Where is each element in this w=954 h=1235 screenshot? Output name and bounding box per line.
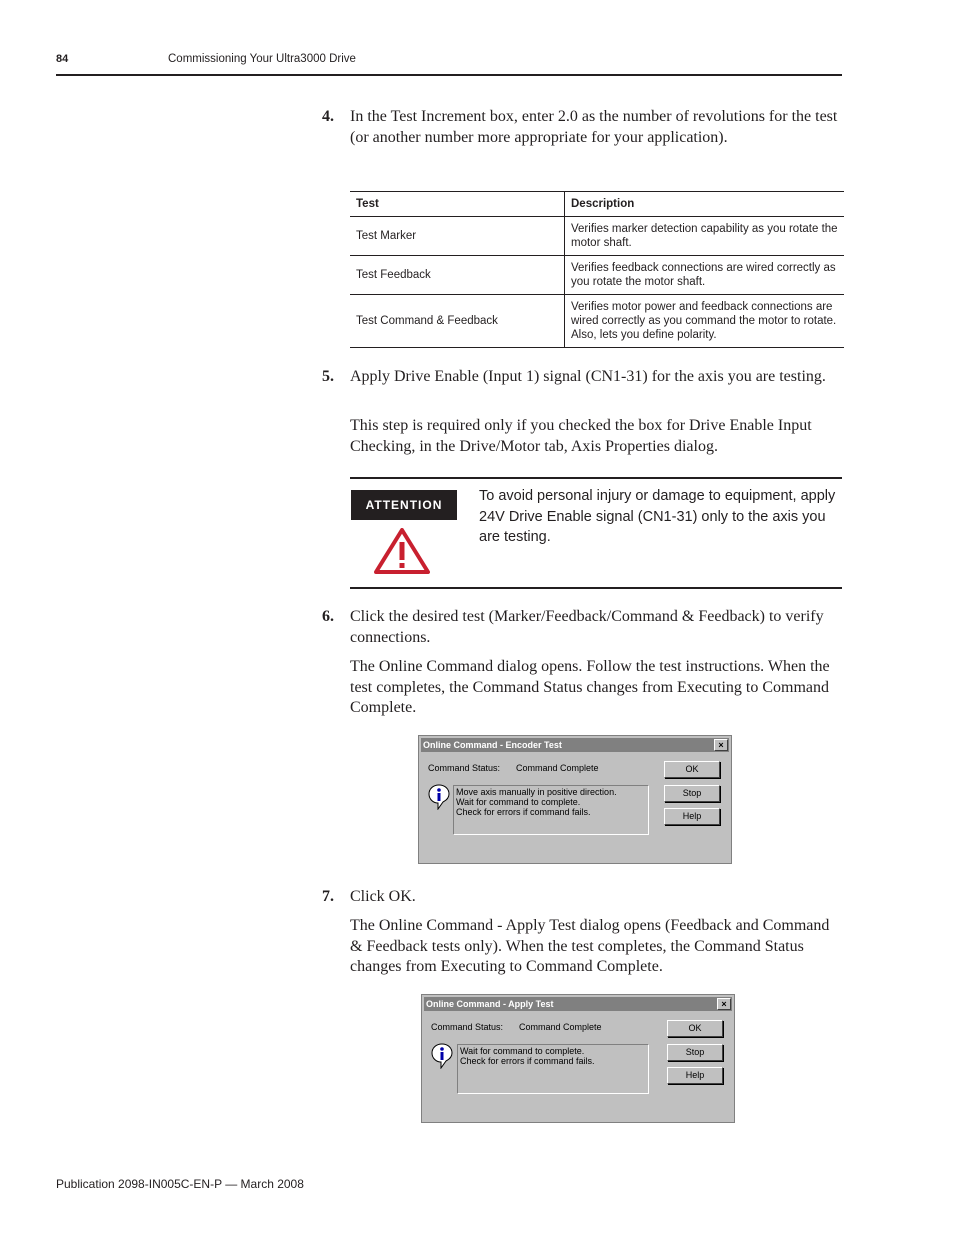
message-line: Move axis manually in positive direction.: [456, 787, 617, 797]
table-header-description: Description: [565, 192, 845, 217]
header-rule: [56, 74, 842, 76]
encoder-test-dialog: [418, 735, 732, 864]
message-line: Wait for command to complete.: [456, 797, 581, 807]
step-6-number: 6.: [322, 608, 334, 625]
apply-test-dialog: [421, 994, 735, 1123]
stop-button[interactable]: Stop: [664, 785, 720, 802]
dialog-title: Online Command - Apply Test: [426, 999, 554, 1009]
info-icon: [431, 1043, 453, 1069]
step-7-note: The Online Command - Apply Test dialog opens (Feedback and Command & Feedback tests only). When the test completes, the Command Status changes from Executing to Command Complete.: [350, 917, 830, 975]
table-header-row: [350, 192, 844, 217]
step-6-note: The Online Command dialog opens. Follow the test instructions. When the test completes, the Command Status changes from Executing to Command Complete.: [350, 658, 830, 716]
step-5-number: 5.: [322, 368, 334, 385]
step-4-number: 4.: [322, 108, 334, 125]
message-box: [453, 785, 649, 835]
attention-badge: ATTENTION: [351, 490, 457, 520]
dialog-title: Online Command - Encoder Test: [423, 740, 562, 750]
running-header-title: Commissioning Your Ultra3000 Drive: [168, 53, 356, 65]
info-icon: [428, 784, 450, 810]
table-row: [350, 256, 844, 295]
table-cell-description: Verifies marker detection capability as you rotate the motor shaft.: [565, 217, 845, 256]
table-row: [350, 295, 844, 348]
help-button[interactable]: Help: [667, 1067, 723, 1084]
table-cell-description: Verifies motor power and feedback connections are wired correctly as you command the motor to rotate. Also, lets you define polarity.: [565, 295, 845, 348]
dialog-title-bar: [424, 997, 732, 1011]
attention-top-rule: [350, 477, 842, 479]
command-status-label: Command Status:: [428, 763, 501, 773]
table-row: [350, 217, 844, 256]
close-icon[interactable]: ×: [717, 998, 731, 1010]
command-status-value: Command Complete: [516, 763, 599, 773]
help-button[interactable]: Help: [664, 808, 720, 825]
step-7-number: 7.: [322, 888, 334, 905]
page-number: 84: [56, 53, 69, 65]
table-cell-test: Test Feedback: [350, 256, 565, 295]
attention-text: To avoid personal injury or damage to equipment, apply 24V Drive Enable signal (CN1-31) only to the axis you are testing.: [479, 488, 836, 545]
footer-publication: Publication 2098-IN005C-EN-P — March 2008: [56, 1177, 304, 1191]
dialog-title-bar: [421, 738, 729, 752]
test-description-table: [350, 191, 844, 348]
step-5-note: This step is required only if you checked the box for Drive Enable Input Checking, in the Drive/Motor tab, Axis Properties dialog.: [350, 417, 812, 455]
message-line: Wait for command to complete.: [460, 1046, 585, 1056]
table-header-test: Test: [350, 192, 565, 217]
stop-button[interactable]: Stop: [667, 1044, 723, 1061]
ok-button[interactable]: OK: [667, 1020, 723, 1037]
attention-bottom-rule: [350, 587, 842, 589]
message-line: Check for errors if command fails.: [460, 1056, 595, 1066]
table-cell-test: Test Command & Feedback: [350, 295, 565, 348]
warning-triangle-icon: [374, 528, 430, 574]
table-cell-description: Verifies feedback connections are wired correctly as you rotate the motor shaft.: [565, 256, 845, 295]
command-status-value: Command Complete: [519, 1022, 602, 1032]
step-5-text: Apply Drive Enable (Input 1) signal (CN1-31) for the axis you are testing.: [350, 368, 826, 385]
close-icon[interactable]: ×: [714, 739, 728, 751]
command-status-label: Command Status:: [431, 1022, 504, 1032]
ok-button[interactable]: OK: [664, 761, 720, 778]
step-4-text: In the Test Increment box, enter 2.0 as the number of revolutions for the test (or another number more appropriate for your application).: [350, 108, 838, 146]
message-line: Check for errors if command fails.: [456, 807, 591, 817]
step-6-text: Click the desired test (Marker/Feedback/Command & Feedback) to verify connections.: [350, 608, 824, 646]
step-7-text: Click OK.: [350, 888, 416, 905]
table-cell-test: Test Marker: [350, 217, 565, 256]
message-box: [457, 1044, 649, 1094]
